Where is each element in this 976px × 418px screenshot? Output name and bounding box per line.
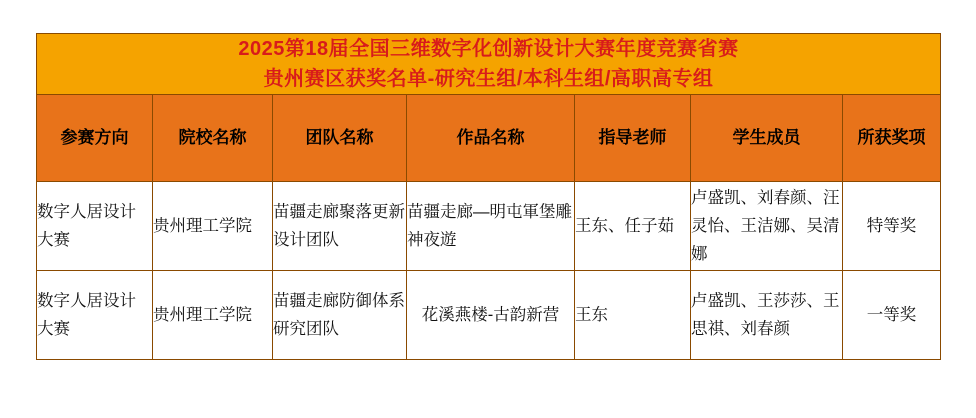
table-row xyxy=(37,271,941,360)
column-header-school: 院校名称 xyxy=(153,95,273,182)
cell-students: 卢盛凯、王莎莎、王思祺、刘春颜 xyxy=(691,271,843,360)
cell-award: 一等奖 xyxy=(843,271,941,360)
column-header-work: 作品名称 xyxy=(407,95,575,182)
award-list-document xyxy=(36,33,940,360)
cell-work: 苗疆走廊—明屯軍堡雕神夜遊 xyxy=(407,182,575,271)
cell-school: 贵州理工学院 xyxy=(153,182,273,271)
cell-award: 特等奖 xyxy=(843,182,941,271)
column-header-teacher: 指导老师 xyxy=(575,95,691,182)
table-title-row xyxy=(37,34,941,95)
table-header-row xyxy=(37,95,941,182)
table-row xyxy=(37,182,941,271)
document-title xyxy=(37,34,941,95)
award-table xyxy=(36,33,941,360)
title-line-2: 贵州赛区获奖名单-研究生组/本科生组/高职高专组 xyxy=(263,68,714,90)
cell-school: 贵州理工学院 xyxy=(153,271,273,360)
title-line-1: 2025第18届全国三维数字化创新设计大赛年度竞赛省赛 xyxy=(238,38,739,60)
column-header-direction: 参赛方向 xyxy=(37,95,153,182)
cell-work: 花溪燕楼-古韵新营 xyxy=(407,271,575,360)
cell-teacher: 王东 xyxy=(575,271,691,360)
cell-teacher: 王东、任子茹 xyxy=(575,182,691,271)
cell-team: 苗疆走廊防御体系研究团队 xyxy=(273,271,407,360)
column-header-award: 所获奖项 xyxy=(843,95,941,182)
column-header-students: 学生成员 xyxy=(691,95,843,182)
cell-team: 苗疆走廊聚落更新设计团队 xyxy=(273,182,407,271)
column-header-team: 团队名称 xyxy=(273,95,407,182)
cell-direction: 数字人居设计大赛 xyxy=(37,271,153,360)
cell-direction: 数字人居设计大赛 xyxy=(37,182,153,271)
cell-students: 卢盛凯、刘春颜、汪灵怡、王洁娜、吴清娜 xyxy=(691,182,843,271)
